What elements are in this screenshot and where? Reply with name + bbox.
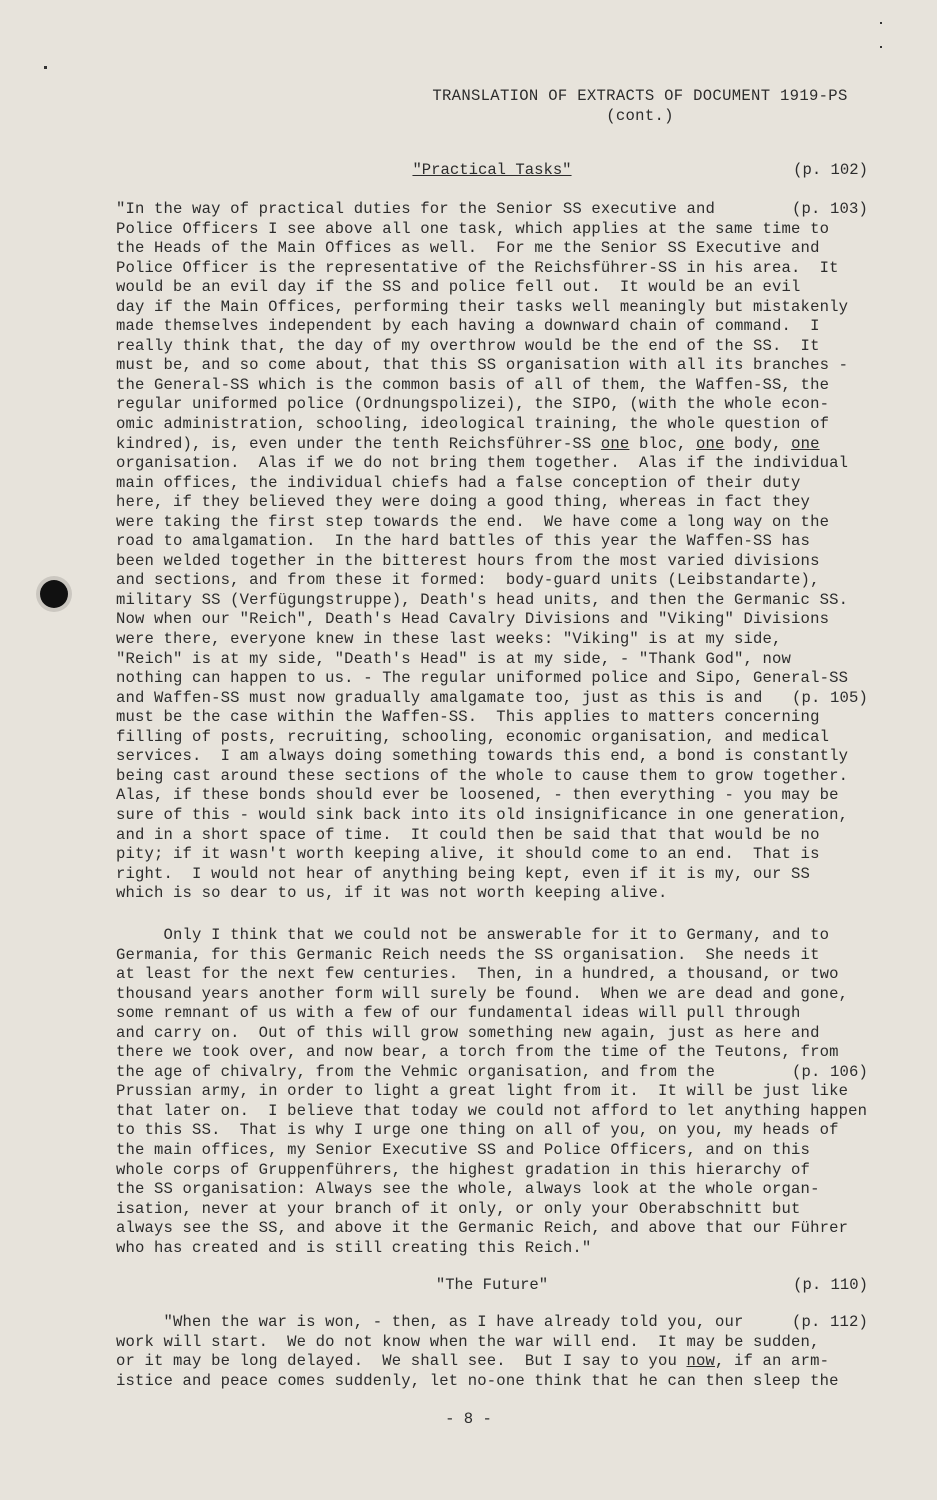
line-text: would be an evil day if the SS and police fell out. It would be an evil [116,278,801,297]
text-line [116,1004,868,1024]
line-text: Only I think that we could not be answerable for it to Germany, and to [116,926,830,944]
text-line [116,1200,868,1220]
text-line [116,1102,868,1122]
text-line [116,1082,868,1102]
line-text: body, [724,434,792,453]
text-line [116,1024,868,1044]
text-line [116,415,868,435]
line-text: and in a short space of time. It could then be said that that would be no [116,825,820,844]
text-line [116,767,868,787]
line-text: that later on. I believe that today we could not afford to let anything happen [116,1101,868,1120]
text-line [116,591,868,611]
page-reference: (p. 110) [793,1276,868,1294]
line-text: day if the Main Offices, performing their tasks well meaningly but mistakenly [116,297,849,316]
line-text: to this SS. That is why I urge one thing on all of you, on you, my heads of [116,1121,839,1140]
text-line [116,1313,868,1333]
line-text: road to amalgamation. In the hard battles of this year the Waffen-SS has [116,532,811,551]
text-line [116,220,868,240]
page-reference: (p. 112) [791,1313,868,1331]
text-line [116,552,868,572]
text-line [116,435,868,455]
text-line [116,298,868,318]
line-text: some remnant of us with a few of our fundamental ideas will pull through [116,1004,801,1023]
text-line [116,1180,868,1200]
emphasis-underline: now [686,1352,715,1371]
line-text: regular uniformed police (Ordnungspolizei), the SIPO, (with the whole econ- [116,395,830,414]
line-text: Germania, for this Germanic Reich needs the SS organisation. She needs it [116,945,820,964]
line-text: the General-SS which is the common basis of all of them, the Waffen-SS, the [116,375,830,394]
line-text: the main offices, my Senior Executive SS and Police Officers, and on this [116,1141,811,1160]
text-line [116,200,868,220]
paragraph-germania [116,926,868,1258]
text-line [116,845,868,865]
text-line [116,454,868,474]
text-line [116,532,868,552]
line-text: "In the way of practical duties for the Senior SS executive and [116,200,715,218]
section-title: "The Future" [435,1276,549,1294]
line-text: which is so dear to us, if it was not worth keeping alive. [116,884,668,903]
page-number: - 8 - [445,1410,492,1428]
line-text: Prussian army, in order to light a great light from it. It will be just like [116,1082,849,1101]
line-text: there we took over, and now bear, a torch from the time of the Teutons, from [116,1043,839,1062]
text-line [116,689,868,709]
text-line [116,376,868,396]
emphasis-underline: one [791,434,820,453]
line-text: Police Officer is the representative of the Reichsführer-SS in his area. It [116,258,839,277]
text-line [116,571,868,591]
text-line [116,669,868,689]
speck-mark [880,22,882,24]
emphasis-underline: one [600,434,630,453]
text-line [116,708,868,728]
line-text: "When the war is won, - then, as I have already told you, our [116,1313,744,1331]
line-text: thousand years another form will surely be found. When we are dead and gone, [116,984,849,1003]
line-text: being cast around these sections of the whole to cause them to grow together. [116,766,849,785]
text-line [116,826,868,846]
emphasis-underline: one [696,434,725,453]
line-text: istice and peace comes suddenly, let no-one think that he can then sleep the [116,1371,839,1390]
text-line [116,610,868,630]
speck-mark [880,46,882,48]
text-line [116,1063,868,1083]
text-line [116,1141,868,1161]
page-reference: (p. 105) [791,688,868,707]
line-text: the age of chivalry, from the Vehmic organisation, and from the [116,1062,715,1081]
text-line [116,747,868,767]
line-text: Now when our "Reich", Death's Head Cavalry Divisions and "Viking" Divisions [116,610,830,629]
text-line [116,786,868,806]
text-line [116,337,868,357]
text-line [116,1333,868,1353]
section-heading-practical-tasks [116,160,868,180]
text-line [116,474,868,494]
text-line [116,985,868,1005]
section-heading-the-future [116,1275,868,1295]
line-text: kindred), is, even under the tenth Reichsführer-SS [116,434,601,453]
paragraph-the-future [116,1313,868,1391]
line-text: pity; if it wasn't worth keeping alive, it should come to an end. That is [116,845,820,864]
text-line [116,806,868,826]
text-line [116,513,868,533]
page-reference: (p. 102) [793,161,868,179]
line-text: work will start. We do not know when the war will end. It may be sudden, [116,1332,820,1351]
line-text: omic administration, schooling, ideological training, the whole question of [116,415,830,434]
line-text: sure of this - would sink back into its old insignificance in one generation, [116,805,849,824]
punch-hole [40,580,68,608]
speck-mark [44,66,47,69]
text-line [116,946,868,966]
text-line [116,1352,868,1372]
line-text: Police Officers I see above all one task, which applies at the same time to [116,219,830,238]
text-line [116,1161,868,1181]
line-text: were taking the first step towards the end. We have come a long way on the [116,512,830,531]
line-text: must be, and so come about, that this SS organisation with all its branches - [116,356,849,375]
line-text: "Reich" is at my side, "Death's Head" is at my side, - "Thank God", now [116,649,792,668]
line-text: who has created and is still creating this Reich." [116,1238,592,1257]
text-line [116,278,868,298]
line-text: bloc, [629,434,696,453]
line-text: military SS (Verfügungstruppe), Death's head units, and then the Germanic SS. [116,590,849,609]
line-text: were there, everyone knew in these last weeks: "Viking" is at my side, [116,630,782,649]
text-line [116,965,868,985]
text-line [116,630,868,650]
text-line [116,356,868,376]
line-text: isation, never at your branch of it only, or only your Oberabschnitt but [116,1199,801,1218]
text-line [116,884,868,904]
text-line [116,395,868,415]
line-text: the Heads of the Main Offices as well. For me the Senior SS Executive and [116,239,820,258]
text-line [116,1372,868,1392]
header-title: TRANSLATION OF EXTRACTS OF DOCUMENT 1919-PS [432,87,848,105]
line-text: nothing can happen to us. - The regular uniformed police and Sipo, General-SS [116,669,849,688]
text-line [116,865,868,885]
line-text: always see the SS, and above it the Germanic Reich, and above that our Führer [116,1219,849,1238]
line-text: right. I would not hear of anything being kept, even if it is my, our SS [116,864,811,883]
line-text: main offices, the individual chiefs had a false conception of their duty [116,473,801,492]
line-text: been welded together in the bitterest hours from the most varied divisions [116,551,820,570]
text-line [116,650,868,670]
text-line [116,1043,868,1063]
text-line [116,926,868,946]
line-text: or it may be long delayed. We shall see. But I say to you [116,1352,687,1371]
page-reference: (p. 106) [791,1062,868,1081]
text-line [116,493,868,513]
paragraph-practical-tasks [116,200,868,904]
text-line [116,317,868,337]
text-line [116,239,868,259]
line-text: filling of posts, recruiting, schooling, economic organisation, and medical [116,727,830,746]
text-line [116,1239,868,1259]
line-text: and carry on. Out of this will grow something new again, just as here and [116,1023,820,1042]
line-text: the SS organisation: Always see the whole, always look at the whole organ- [116,1180,820,1199]
document-header [380,86,900,126]
page-reference: (p. 103) [791,200,868,218]
line-text: must be the case within the Waffen-SS. This applies to matters concerning [116,708,820,727]
line-text: made themselves independent by each having a downward chain of command. I [116,317,820,336]
section-title: "Practical Tasks" [412,161,572,179]
line-text: and sections, and from these it formed: body-guard units (Leibstandarte), [116,571,820,590]
line-text: whole corps of Gruppenführers, the highest gradation in this hierarchy of [116,1160,811,1179]
line-text: here, if they believed they were doing a good thing, whereas in fact they [116,493,811,512]
text-line [116,728,868,748]
line-text: organisation. Alas if we do not bring them together. Alas if the individual [116,454,849,473]
text-line [116,1219,868,1239]
line-text: services. I am always doing something towards this end, a bond is constantly [116,747,849,766]
line-text: and Waffen-SS must now gradually amalgamate too, just as this is and [116,688,763,707]
line-text: really think that, the day of my overthrow would be the end of the SS. It [116,336,820,355]
line-text: , if an arm- [715,1352,830,1371]
header-continued: (cont.) [606,107,674,125]
line-text: Alas, if these bonds should ever be loosened, - then everything - you may be [116,786,839,805]
text-line [116,1121,868,1141]
text-line [116,259,868,279]
line-text: at least for the next few centuries. Then, in a hundred, a thousand, or two [116,965,839,984]
